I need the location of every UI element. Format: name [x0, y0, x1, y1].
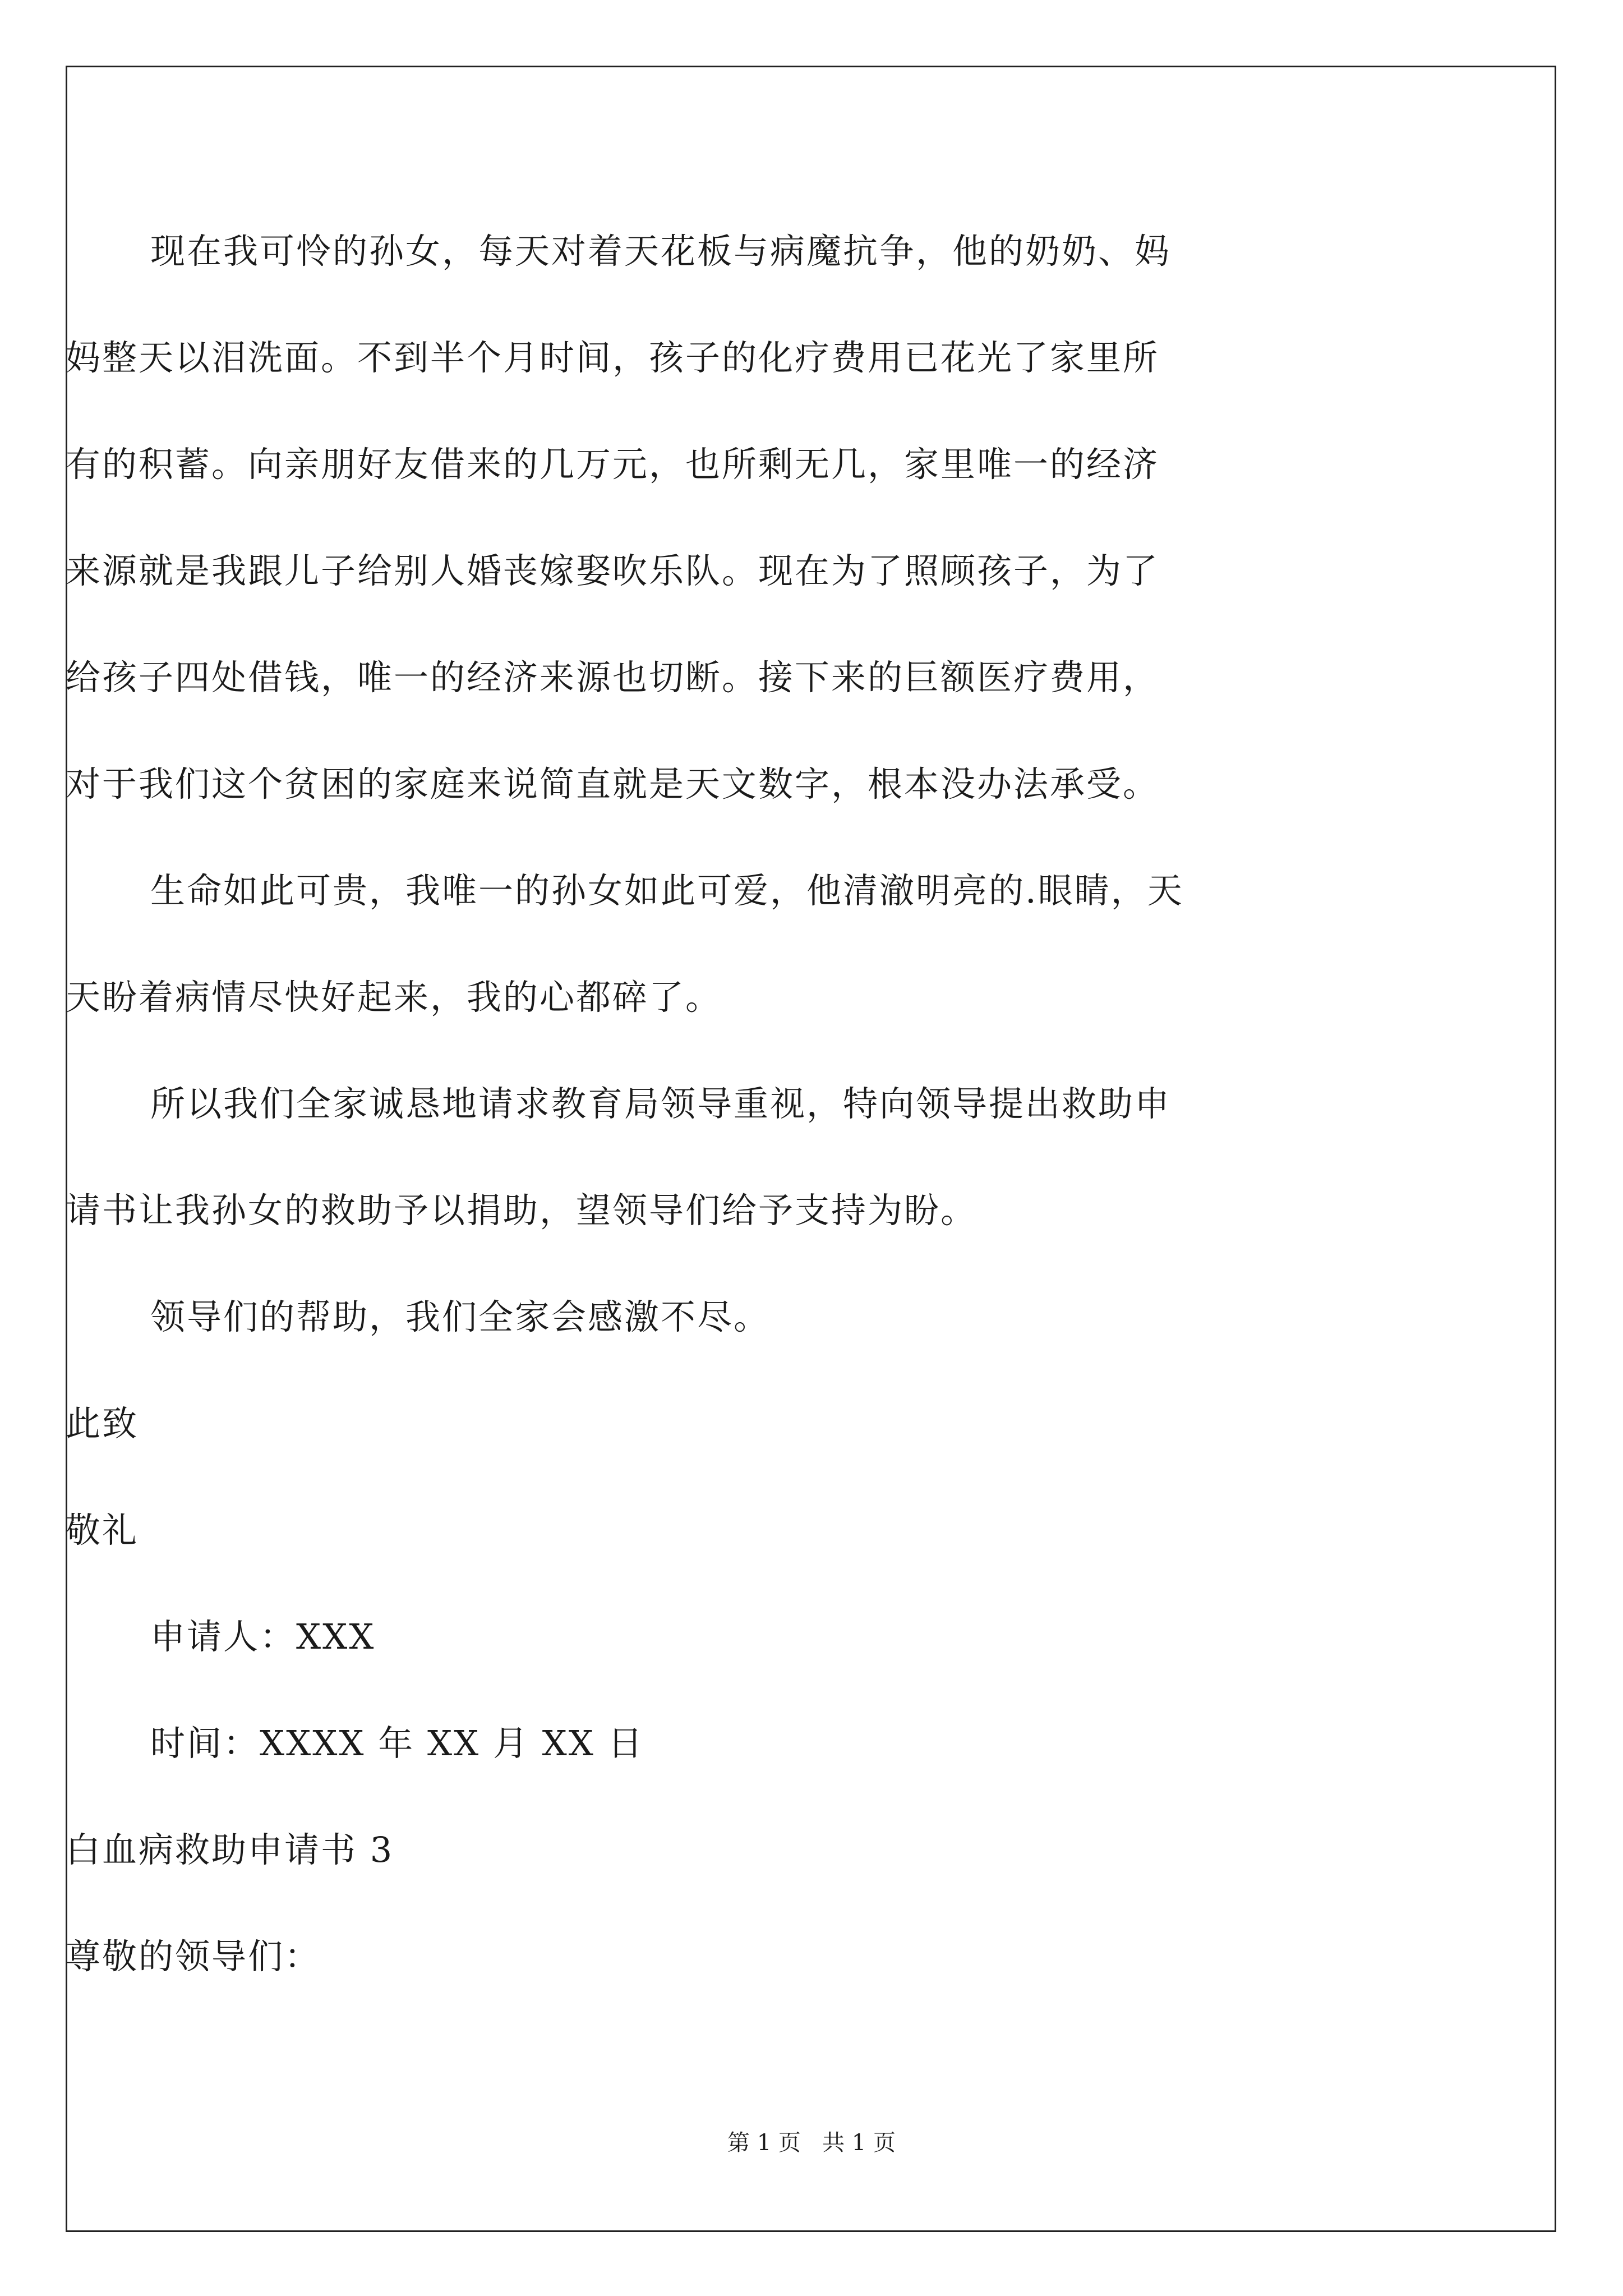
paragraph-3-line-2: 请书让我孙女的救助予以捐助，望领导们给予支持为盼。 [66, 1190, 978, 1231]
page-border [66, 66, 1556, 2232]
paragraph-1-line-3: 有的积蓄。向亲朋好友借来的几万元，也所剩无几，家里唯一的经济 [66, 444, 1160, 485]
paragraph-2-line-1: 生命如此可贵，我唯一的孙女如此可爱，他清澈明亮的.眼睛，天 [150, 870, 1184, 911]
signature-applicant: 申请人：XXX [150, 1616, 376, 1657]
section-title: 白血病救助申请书 3 [66, 1829, 394, 1870]
paragraph-1-line-2: 妈整天以泪洗面。不到半个月时间，孩子的化疗费用已花光了家里所 [66, 337, 1160, 378]
paragraph-1-line-5: 给孩子四处借钱，唯一的经济来源也切断。接下来的巨额医疗费用， [66, 657, 1160, 698]
signature-date: 时间：XXXX 年 XX 月 XX 日 [150, 1723, 644, 1764]
paragraph-1-line-4: 来源就是我跟儿子给别人婚丧嫁娶吹乐队。现在为了照顾孩子，为了 [66, 550, 1160, 591]
page-footer: 第 1 页 共 1 页 [727, 2130, 896, 2156]
paragraph-1-line-1: 现在我可怜的孙女，每天对着天花板与病魔抗争，他的奶奶、妈 [150, 231, 1172, 272]
paragraph-3-line-1: 所以我们全家诚恳地请求教育局领导重视，特向领导提出救助申 [150, 1083, 1172, 1124]
closing-salutation-2: 敬礼 [66, 1510, 139, 1550]
paragraph-4-line-1: 领导们的帮助，我们全家会感激不尽。 [150, 1296, 771, 1337]
paragraph-1-line-6: 对于我们这个贫困的家庭来说简直就是天文数字，根本没办法承受。 [66, 763, 1160, 804]
paragraph-2-line-2: 天盼着病情尽快好起来，我的心都碎了。 [66, 977, 722, 1018]
section-greeting: 尊敬的领导们： [66, 1936, 321, 1977]
closing-salutation-1: 此致 [66, 1403, 139, 1444]
